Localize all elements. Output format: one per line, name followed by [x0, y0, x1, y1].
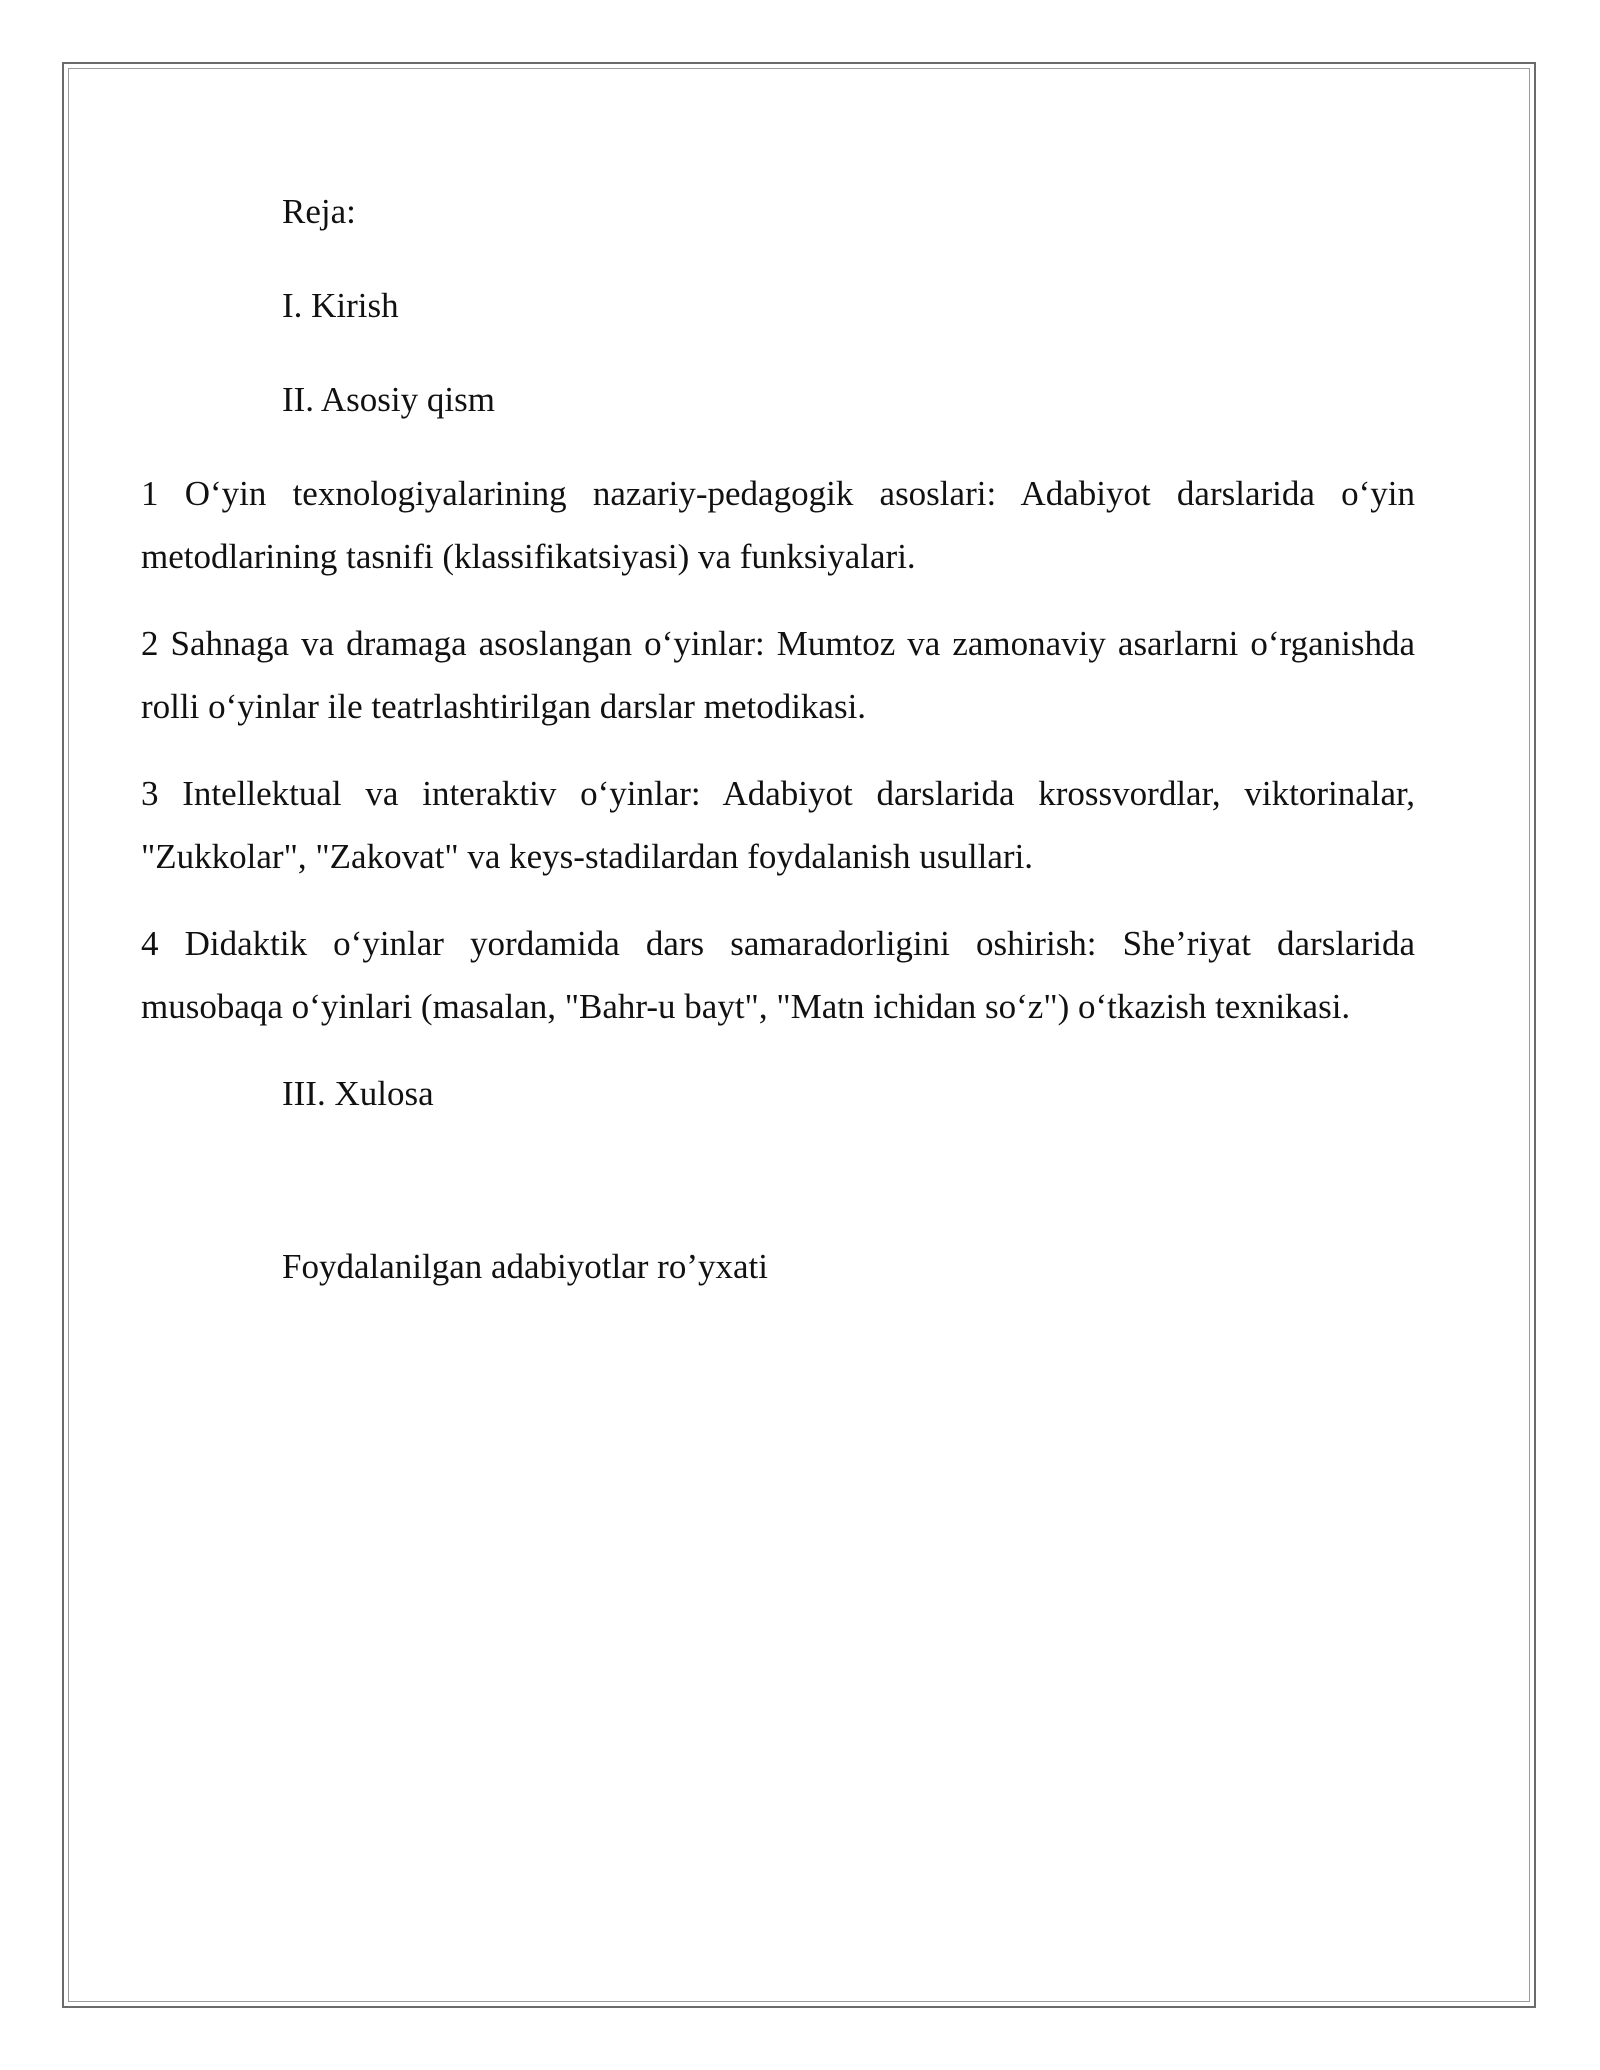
plan-item-2: 2 Sahnaga va dramaga asoslangan o‘yinlar: Mumtoz va zamonaviy asarlarni o‘rganishda rolli o‘yinlar ile teatrlashtirilgan darslar metodikasi. — [141, 624, 1415, 726]
document-body — [141, 180, 1415, 1329]
plan-heading: Reja: — [282, 192, 356, 231]
plan-item-4: 4 Didaktik o‘yinlar yordamida dars samaradorligini oshirish: She’riyat darslarida musobaqa o‘yinlari (masalan, "Bahr-u bayt", "Matn ichidan so‘z") o‘tkazish texnikasi. — [141, 924, 1415, 1026]
intro-heading: I. Kirish — [282, 286, 399, 325]
plan-item-3: 3 Intellektual va interaktiv o‘yinlar: Adabiyot darslarida krossvordlar, viktorinalar, "Zukkolar", "Zakovat" va keys-stadilardan foydalanish usullari. — [141, 774, 1415, 876]
main-part-heading: II. Asosiy qism — [282, 380, 495, 419]
references-heading: Foydalanilgan adabiyotlar ro’yxati — [282, 1247, 768, 1286]
conclusion-heading: III. Xulosa — [282, 1074, 434, 1113]
spacer — [141, 1156, 1415, 1235]
plan-item-1: 1 O‘yin texnologiyalarining nazariy-pedagogik asoslari: Adabiyot darslarida o‘yin metodlarining tasnifi (klassifikatsiyasi) va funksiyalari. — [141, 474, 1415, 576]
